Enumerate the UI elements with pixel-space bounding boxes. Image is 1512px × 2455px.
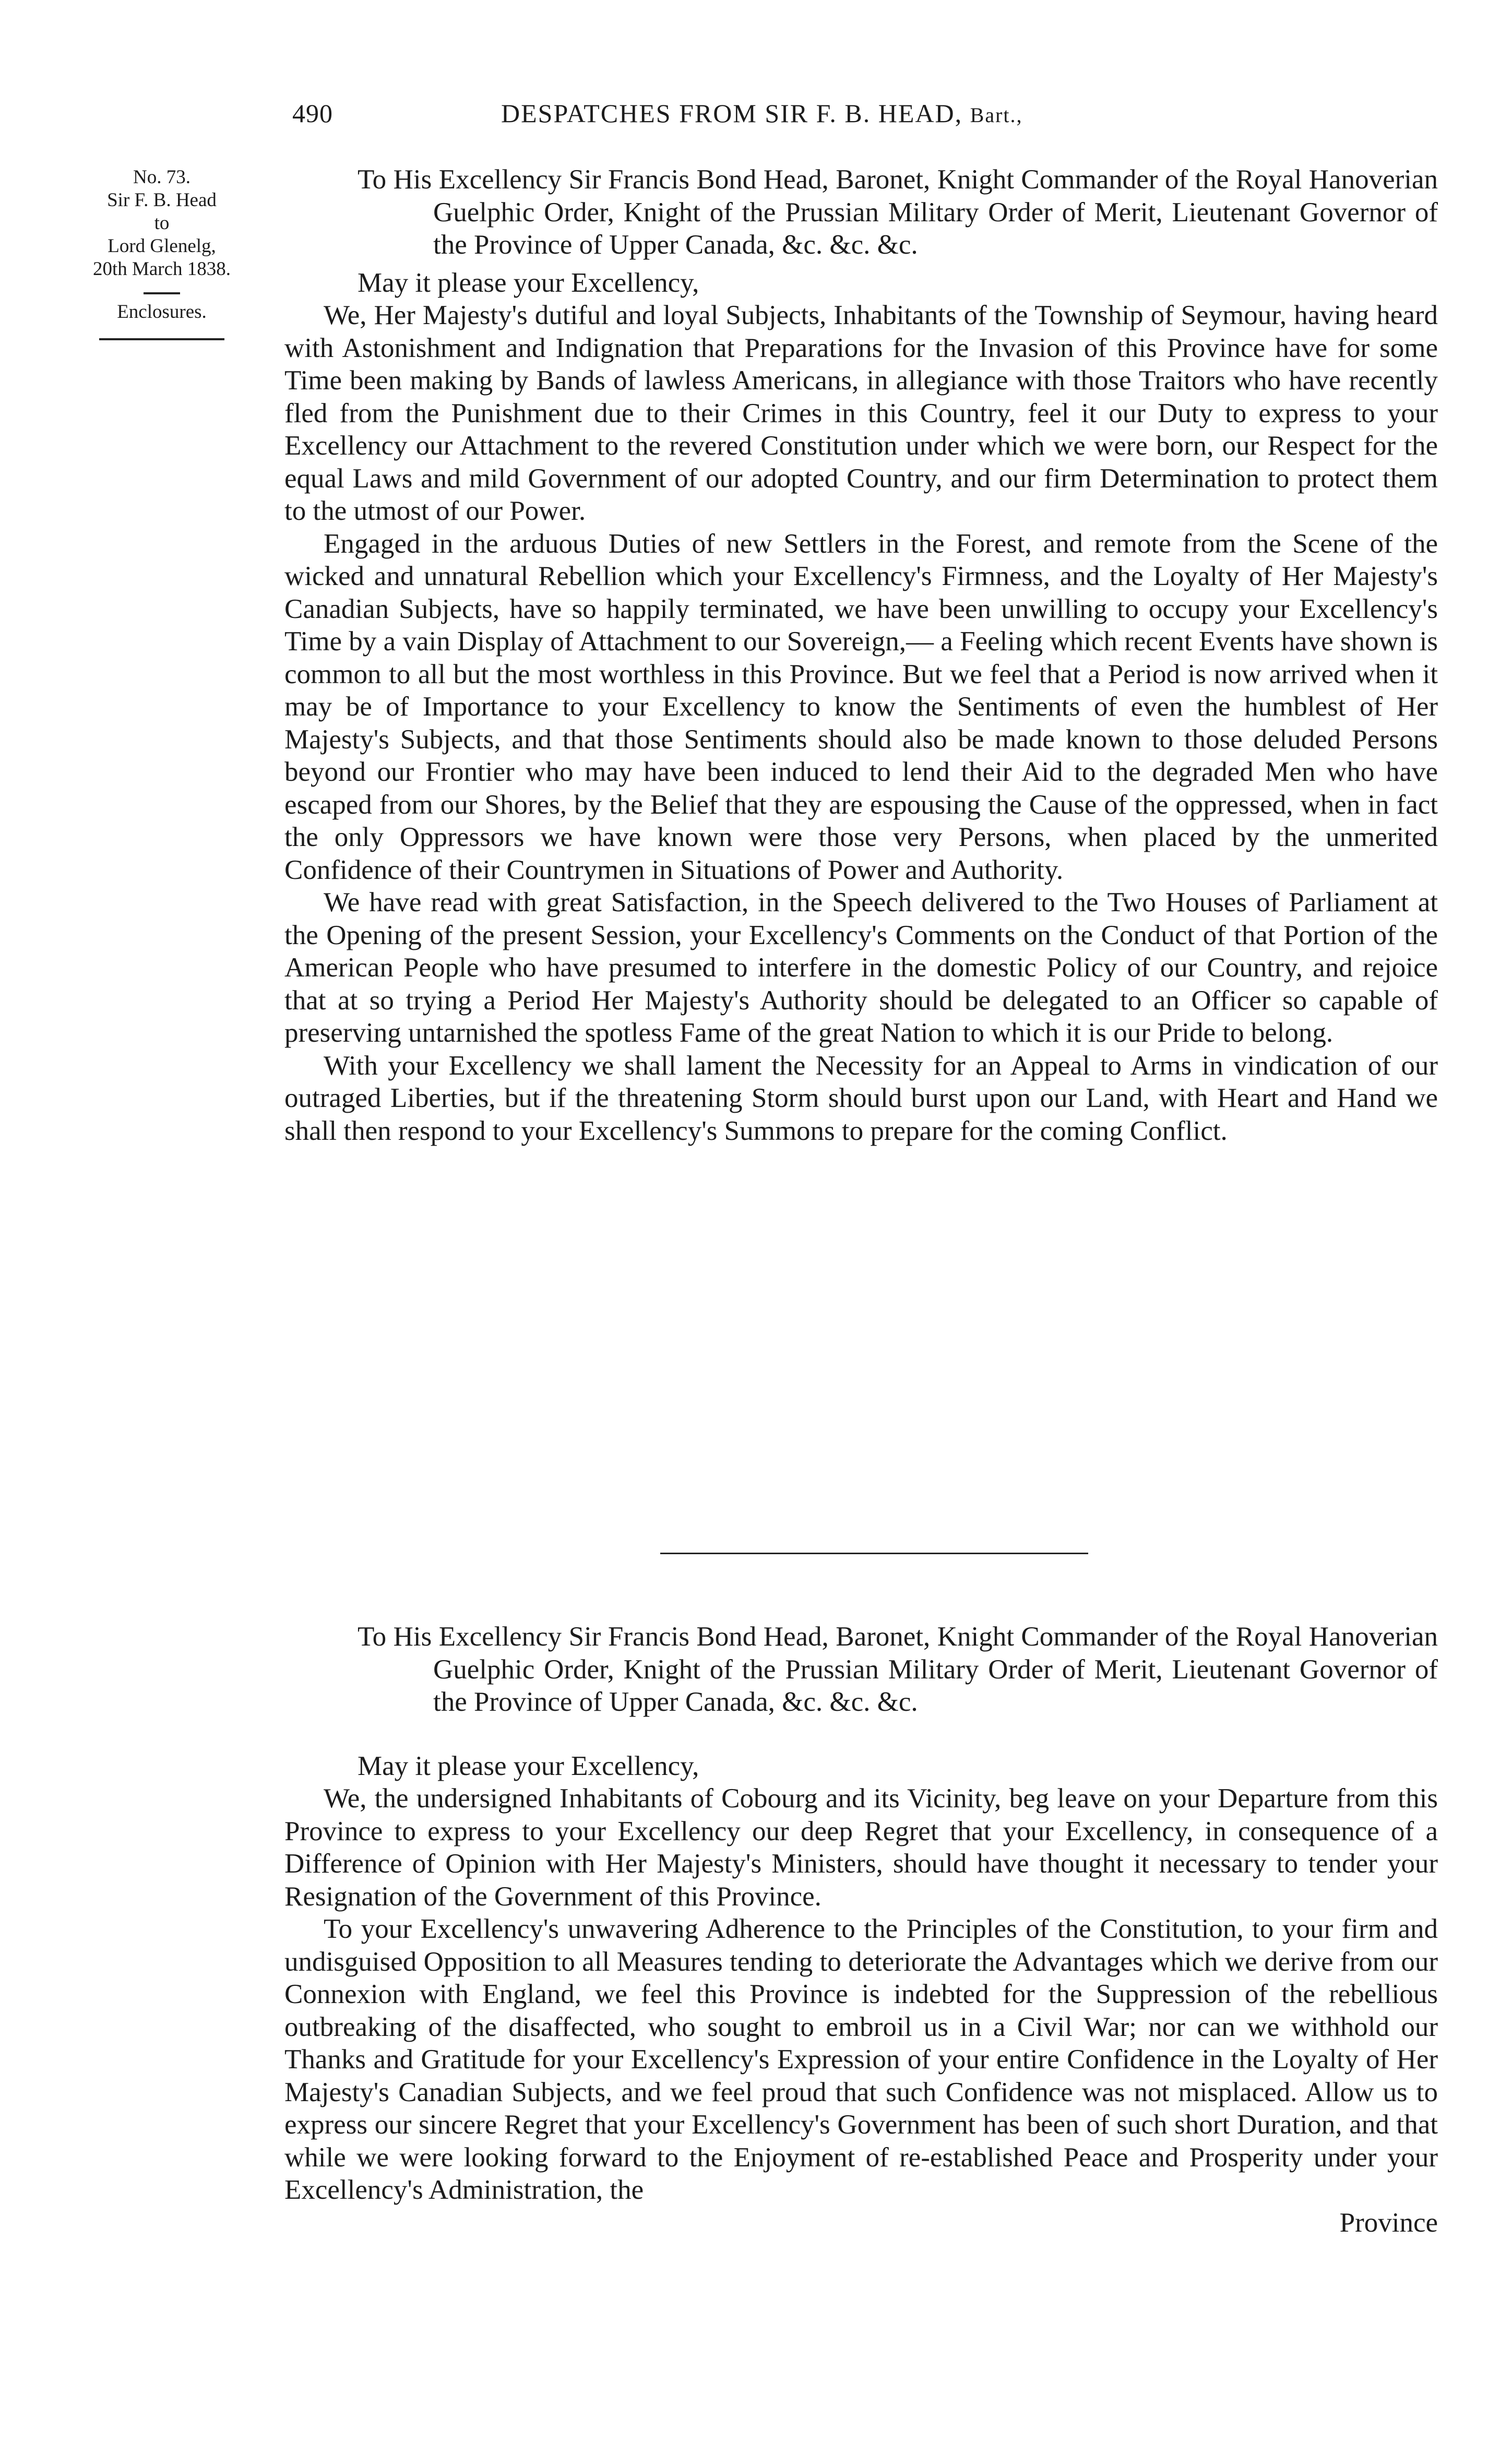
paragraph: We have read with great Satisfaction, in the Speech delivered to the Two Houses of Parliament at the Opening of the present Session, your Excellency's Comments on the Conduct of that Portion of the American People who have presumed to interfere in the domestic Policy of our Country, and rejoice that at so trying a Period Her Majesty's Authority should be delegated to an Officer so capable of preserving untarnished the spotless Fame of the great Nation to which it is our Pride to belong. <box>284 887 1438 1048</box>
margin-note <box>47 166 277 340</box>
address-heading: To His Excellency Sir Francis Bond Head, Baronet, Knight Commander of the Royal Hanoverian Guelphic Order, Knight of the Prussian Military Order of Merit, Lieutenant Governor of the Province of Upper Canada, &c. &c. &c. <box>358 1622 1438 1717</box>
address-cobourg <box>284 1620 1438 2239</box>
paragraph: To your Excellency's unwavering Adherence to the Principles of the Constitution, to your firm and undisguised Opposition to all Measures tending to deteriorate the Advantages which we derive from our Connexion with England, we feel this Province is indebted for the Suppression of the rebellious outbreaking of the disaffected, who sought to embroil us in a Civil War; nor can we withhold our Thanks and Gratitude for your Excellency's Expression of your entire Confidence in the Loyalty of Her Majesty's Canadian Subjects, and we feel proud that such Confidence was not misplaced. Allow us to express our sincere Regret that your Excellency's Government has been of such short Duration, and that while we were looking forward to the Enjoyment of re-established Peace and Prosperity under your Excellency's Administration, the <box>284 1914 1438 2205</box>
despatch-to: to <box>154 212 170 234</box>
running-title-suffix: Bart., <box>970 103 1023 127</box>
despatch-recipient: Lord Glenelg, <box>108 235 216 257</box>
despatch-date: 20th March 1838. <box>92 258 231 280</box>
margin-rule-short <box>144 292 180 294</box>
address-seymour <box>284 163 1438 1147</box>
enclosures-label: Enclosures. <box>117 301 207 323</box>
paragraph: We, Her Majesty's dutiful and loyal Subjects, Inhabitants of the Township of Seymour, having heard with Astonishment and Indignation that Preparations for the Invasion of this Province have for some Time been making by Bands of lawless Americans, in allegiance with those Traitors who have recently fled from the Punishment due to their Crimes in this Country, feel it our Duty to express to your Excellency our Attachment to the revered Constitution under which we were born, our Respect for the equal Laws and mild Government of our adopted Country, and our firm Determination to protect them to the utmost of our Power. <box>284 300 1438 526</box>
page-header <box>292 98 1440 140</box>
despatch-number: No. 73. <box>133 166 191 188</box>
despatch-sender: Sir F. B. Head <box>107 189 217 211</box>
salutation: May it please your Excellency, <box>358 267 699 298</box>
paragraph: Engaged in the arduous Duties of new Settlers in the Forest, and remote from the Scene of the wicked and unnatural Rebellion which your Excellency's Firmness, and the Loyalty of Her Majesty's Canadian Subjects, have so happily terminated, we have been unwilling to occupy your Excellency's Time by a vain Display of Attachment to our Sovereign,— a Feeling which recent Events have shown is common to all but the most worthless in this Province. But we feel that a Period is now arrived when it may be of Importance to your Excellency to know the Sentiments of even the humblest of Her Majesty's Subjects, and that those Sentiments should also be made known to those deluded Persons beyond our Frontier who may have been induced to lend their Aid to the degraded Men who have escaped from our Shores, by the Belief that they are espousing the Cause of the oppressed, when in fact the only Oppressors we have known were those very Persons, when placed by the unmerited Confidence of their Countrymen in Situations of Power and Authority. <box>284 528 1438 885</box>
catchword: Province <box>1339 2207 1438 2238</box>
paragraph: With your Excellency we shall lament the Necessity for an Appeal to Arms in vindication of our outraged Liberties, but if the threatening Storm should burst upon our Land, with Heart and Hand we shall then respond to your Excellency's Summons to prepare for the coming Conflict. <box>284 1050 1438 1146</box>
margin-rule-long <box>99 338 224 340</box>
address-heading: To His Excellency Sir Francis Bond Head, Baronet, Knight Commander of the Royal Hanoverian Guelphic Order, Knight of the Prussian Military Order of Merit, Lieutenant Governor of the Province of Upper Canada, &c. &c. &c. <box>358 164 1438 260</box>
section-divider <box>660 1553 1088 1554</box>
page-number: 490 <box>292 99 333 128</box>
paragraph: We, the undersigned Inhabitants of Cobourg and its Vicinity, beg leave on your Departure from this Province to express to your Excellency our deep Regret that your Excellency, in consequence of a Difference of Opinion with Her Majesty's Ministers, should have thought it necessary to tender your Resignation of the Government of this Province. <box>284 1783 1438 1912</box>
running-title <box>501 98 1023 128</box>
running-title-main: DESPATCHES FROM SIR F. B. HEAD, <box>501 99 963 128</box>
salutation: May it please your Excellency, <box>358 1750 699 1781</box>
